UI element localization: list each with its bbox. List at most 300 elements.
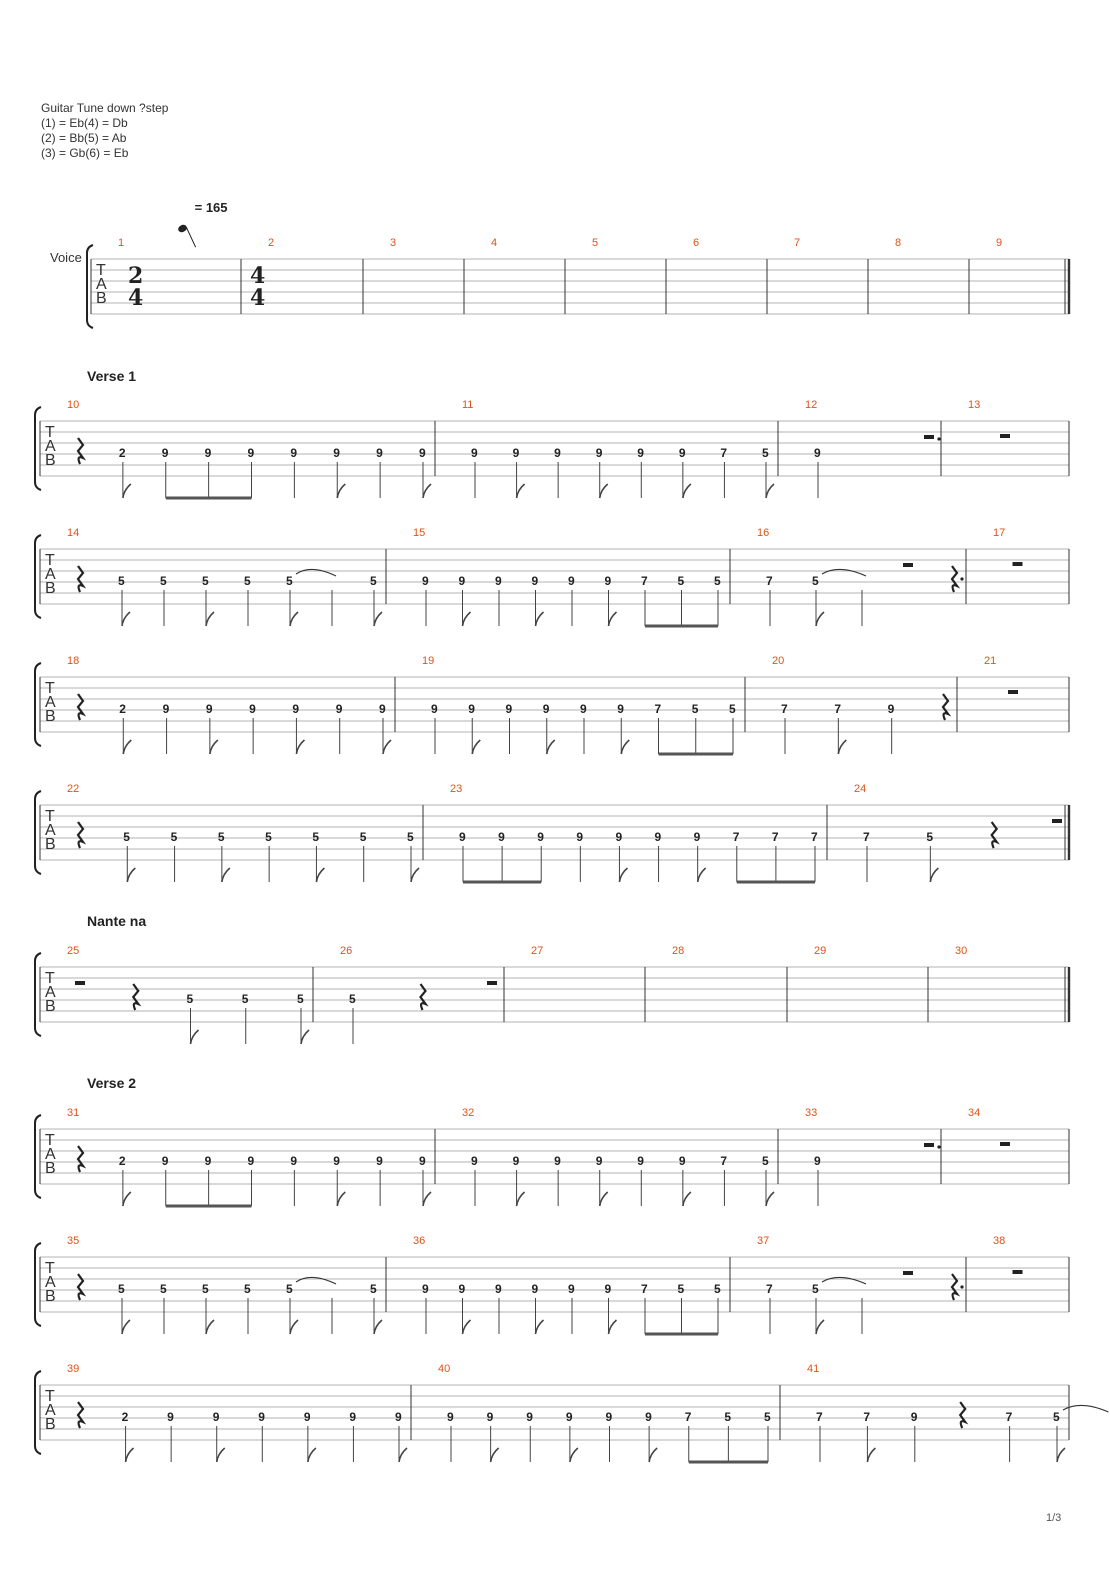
measure-number: 18 xyxy=(67,655,80,667)
measure-number: 9 xyxy=(996,237,1003,249)
quarter-rest-icon xyxy=(78,1402,83,1428)
measure-number: 13 xyxy=(968,399,981,411)
quarter-rest-icon xyxy=(952,1274,957,1300)
fret-number: 7 xyxy=(766,1282,773,1296)
eighth-flag xyxy=(619,868,627,882)
fret-number: 9 xyxy=(204,446,212,460)
tab-clef-letter: A xyxy=(45,984,56,1001)
quarter-rest-icon xyxy=(952,566,957,592)
fret-number: 9 xyxy=(565,1410,573,1424)
fret-number: 5 xyxy=(244,1282,251,1296)
measure-number: 4 xyxy=(491,237,498,249)
fret-number: 5 xyxy=(764,1410,771,1424)
eighth-flag xyxy=(491,1448,499,1462)
fret-number: 9 xyxy=(568,1282,575,1296)
fret-number: 7 xyxy=(654,702,662,716)
measure-number: 24 xyxy=(854,783,867,795)
fret-number: 9 xyxy=(162,702,170,716)
fret-number: 9 xyxy=(531,1282,539,1296)
fret-number: 9 xyxy=(595,1154,603,1168)
eighth-flag xyxy=(536,1320,544,1334)
fret-number: 9 xyxy=(205,702,213,716)
fret-number: 7 xyxy=(641,574,648,588)
measure-number: 27 xyxy=(531,945,544,957)
fret-number: 5 xyxy=(186,992,194,1006)
eighth-flag xyxy=(517,1192,525,1206)
fret-number: 7 xyxy=(811,830,818,844)
tab-clef-letter: A xyxy=(45,1402,56,1419)
measure-number: 31 xyxy=(67,1107,80,1119)
fret-number: 5 xyxy=(202,574,209,588)
staff-system xyxy=(35,399,1069,498)
tab-clef-letter: T xyxy=(45,1260,55,1277)
fret-number: 5 xyxy=(118,1282,125,1296)
measure-number: 37 xyxy=(757,1235,770,1247)
measure-number: 3 xyxy=(390,237,397,249)
measure-number: 29 xyxy=(814,945,827,957)
staff-system xyxy=(35,1107,1069,1206)
measure-number: 5 xyxy=(592,237,599,249)
half-rest-icon xyxy=(487,981,497,985)
tab-clef-letter: A xyxy=(45,694,56,711)
fret-number: 9 xyxy=(161,1154,169,1168)
eighth-flag xyxy=(609,1320,617,1334)
measure-number: 32 xyxy=(462,1107,475,1119)
eighth-flag xyxy=(337,484,345,498)
fret-number: 9 xyxy=(654,830,662,844)
fret-number: 9 xyxy=(678,446,686,460)
fret-number: 9 xyxy=(419,446,426,460)
tab-clef-letter: B xyxy=(45,836,56,853)
eighth-flag xyxy=(570,1448,578,1462)
eighth-flag xyxy=(296,740,304,754)
fret-number: 9 xyxy=(526,1410,533,1424)
measure-number: 39 xyxy=(67,1363,80,1375)
measure-number: 26 xyxy=(340,945,353,957)
fret-number: 9 xyxy=(333,1154,340,1168)
quarter-rest-icon xyxy=(78,438,83,464)
eighth-flag xyxy=(126,1448,134,1462)
fret-number: 2 xyxy=(118,446,126,460)
rest-dot xyxy=(960,1285,963,1288)
eighth-flag xyxy=(210,740,218,754)
section-label: Verse 2 xyxy=(87,1075,137,1091)
fret-number: 9 xyxy=(395,1410,402,1424)
measure-number: 33 xyxy=(805,1107,818,1119)
fret-number: 9 xyxy=(247,1154,255,1168)
fret-number: 9 xyxy=(568,574,575,588)
tab-clef-letter: A xyxy=(45,1146,56,1163)
fret-number: 5 xyxy=(1053,1410,1060,1424)
eighth-flag xyxy=(816,612,824,626)
section-label: Verse 1 xyxy=(87,368,137,384)
fret-number: 9 xyxy=(576,830,584,844)
fret-number: 9 xyxy=(379,702,386,716)
eighth-flag xyxy=(838,740,846,754)
eighth-flag xyxy=(698,868,706,882)
quarter-rest-icon xyxy=(78,1146,83,1172)
fret-number: 5 xyxy=(297,992,304,1006)
fret-number: 5 xyxy=(170,830,178,844)
fret-number: 9 xyxy=(604,574,612,588)
fret-number: 7 xyxy=(684,1410,692,1424)
fret-number: 9 xyxy=(459,830,466,844)
fret-number: 5 xyxy=(202,1282,209,1296)
measure-number: 35 xyxy=(67,1235,80,1247)
fret-number: 9 xyxy=(486,1410,494,1424)
eighth-flag xyxy=(463,612,471,626)
section-label: Nante na xyxy=(87,913,147,929)
fret-number: 9 xyxy=(335,702,343,716)
fret-number: 5 xyxy=(407,830,414,844)
tie-arc xyxy=(1063,1405,1108,1412)
fret-number: 9 xyxy=(249,702,256,716)
measure-number: 36 xyxy=(413,1235,426,1247)
fret-number: 9 xyxy=(693,830,701,844)
fret-number: 5 xyxy=(359,830,367,844)
fret-number: 9 xyxy=(637,446,644,460)
tab-clef-letter: T xyxy=(45,424,55,441)
quarter-rest-icon xyxy=(78,694,83,720)
fret-number: 9 xyxy=(292,702,300,716)
eighth-flag xyxy=(1057,1448,1065,1462)
tab-clef-letter: B xyxy=(45,998,56,1015)
measure-number: 40 xyxy=(438,1363,451,1375)
fret-number: 9 xyxy=(554,1154,561,1168)
fret-number: 9 xyxy=(512,1154,520,1168)
tab-clef-letter: T xyxy=(45,1388,55,1405)
measure-number: 34 xyxy=(968,1107,981,1119)
fret-number: 5 xyxy=(160,574,167,588)
fret-number: 9 xyxy=(422,1282,429,1296)
fret-number: 9 xyxy=(595,446,603,460)
tab-clef-letter: T xyxy=(45,808,55,825)
fret-number: 9 xyxy=(678,1154,686,1168)
fret-number: 9 xyxy=(247,446,255,460)
fret-number: 9 xyxy=(615,830,623,844)
eighth-flag xyxy=(609,612,617,626)
eighth-flag xyxy=(423,1192,431,1206)
fret-number: 9 xyxy=(258,1410,265,1424)
tab-clef-letter: T xyxy=(45,1132,55,1149)
eighth-flag xyxy=(683,484,691,498)
whole-rest-icon xyxy=(1000,434,1010,438)
fret-number: 5 xyxy=(714,1282,721,1296)
eighth-flag xyxy=(123,1192,131,1206)
fret-number: 5 xyxy=(926,830,934,844)
fret-number: 5 xyxy=(123,830,130,844)
eighth-flag xyxy=(472,740,480,754)
tab-clef-letter: A xyxy=(45,566,56,583)
tuning-row-2: (2) = Bb(5) = Ab xyxy=(41,131,127,145)
fret-number: 9 xyxy=(537,830,544,844)
measure-number: 6 xyxy=(693,237,700,249)
eighth-flag xyxy=(222,868,230,882)
measure-number: 17 xyxy=(993,527,1006,539)
eighth-flag xyxy=(600,1192,608,1206)
fret-number: 7 xyxy=(863,1410,871,1424)
whole-rest-icon xyxy=(1013,562,1023,566)
eighth-flag xyxy=(206,612,214,626)
whole-rest-icon xyxy=(1000,1142,1010,1146)
fret-number: 9 xyxy=(349,1410,357,1424)
tab-clef-letter: T xyxy=(45,552,55,569)
tab-clef-letter: B xyxy=(45,1160,56,1177)
eighth-flag xyxy=(290,1320,298,1334)
eighth-flag xyxy=(683,1192,691,1206)
measure-number: 19 xyxy=(422,655,435,667)
fret-number: 9 xyxy=(580,702,587,716)
measure-number: 7 xyxy=(794,237,801,249)
tuning-title: Guitar Tune down ?step xyxy=(41,101,169,115)
measure-number: 23 xyxy=(450,783,463,795)
whole-rest-icon xyxy=(1008,690,1018,694)
eighth-flag xyxy=(766,484,774,498)
quarter-rest-icon xyxy=(960,1402,965,1428)
tie-arc xyxy=(296,569,336,576)
tab-clef-letter: B xyxy=(96,290,107,307)
fret-number: 9 xyxy=(495,1282,502,1296)
eighth-flag xyxy=(867,1448,875,1462)
eighth-flag xyxy=(127,868,135,882)
rest-dot xyxy=(937,437,940,440)
fret-number: 9 xyxy=(505,702,513,716)
fret-number: 5 xyxy=(286,574,293,588)
staff-bracket xyxy=(87,245,93,328)
measure-number: 41 xyxy=(807,1363,820,1375)
half-rest-icon xyxy=(903,1271,913,1275)
eighth-flag xyxy=(191,1030,199,1044)
fret-number: 7 xyxy=(1005,1410,1013,1424)
fret-number: 5 xyxy=(762,446,769,460)
quarter-rest-icon xyxy=(992,822,997,848)
rest-dot xyxy=(960,577,963,580)
fret-number: 5 xyxy=(812,1282,819,1296)
eighth-flag xyxy=(766,1192,774,1206)
staff-system xyxy=(35,945,1069,1044)
fret-number: 9 xyxy=(542,702,550,716)
fret-number: 9 xyxy=(605,1410,613,1424)
measure-number: 14 xyxy=(67,527,80,539)
eighth-flag xyxy=(374,612,382,626)
fret-number: 9 xyxy=(290,1154,298,1168)
measure-number: 8 xyxy=(895,237,902,249)
fret-number: 9 xyxy=(910,1410,918,1424)
fret-number: 7 xyxy=(771,830,779,844)
eighth-flag xyxy=(547,740,555,754)
tab-clef-letter: B xyxy=(45,580,56,597)
rest-dot xyxy=(937,1145,940,1148)
eighth-flag xyxy=(316,868,324,882)
measure-number: 22 xyxy=(67,783,80,795)
fret-number: 5 xyxy=(286,1282,293,1296)
fret-number: 9 xyxy=(290,446,298,460)
fret-number: 9 xyxy=(531,574,539,588)
measure-number: 15 xyxy=(413,527,426,539)
tab-clef-letter: B xyxy=(45,1416,56,1433)
fret-number: 5 xyxy=(729,702,736,716)
tuning-row-1: (1) = Eb(4) = Db xyxy=(41,116,128,130)
fret-number: 5 xyxy=(241,992,249,1006)
staff-system xyxy=(35,783,1069,882)
tab-clef-letter: A xyxy=(45,1274,56,1291)
eighth-flag xyxy=(123,740,131,754)
page-number: 1/3 xyxy=(1046,1512,1062,1524)
fret-number: 9 xyxy=(431,702,438,716)
eighth-flag xyxy=(217,1448,225,1462)
fret-number: 5 xyxy=(714,574,721,588)
eighth-flag xyxy=(122,1320,130,1334)
measure-number: 11 xyxy=(462,399,474,411)
time-signature-bottom: 4 xyxy=(128,285,144,311)
whole-rest-icon xyxy=(1013,1270,1023,1274)
tie-arc xyxy=(822,1277,866,1284)
fret-number: 7 xyxy=(732,830,740,844)
fret-number: 5 xyxy=(691,702,699,716)
tempo-value: = 165 xyxy=(194,200,228,215)
measure-number: 12 xyxy=(805,399,818,411)
fret-number: 9 xyxy=(887,702,895,716)
fret-number: 5 xyxy=(724,1410,732,1424)
fret-number: 9 xyxy=(204,1154,212,1168)
fret-number: 9 xyxy=(447,1410,454,1424)
fret-number: 9 xyxy=(167,1410,174,1424)
fret-number: 7 xyxy=(720,446,728,460)
fret-number: 9 xyxy=(303,1410,311,1424)
measure-number: 38 xyxy=(993,1235,1006,1247)
tab-clef-letter: T xyxy=(45,970,55,987)
half-rest-icon xyxy=(903,563,913,567)
fret-number: 7 xyxy=(766,574,773,588)
eighth-flag xyxy=(621,740,629,754)
quarter-rest-icon xyxy=(78,1274,83,1300)
staff-system xyxy=(87,237,1069,328)
measure-number: 16 xyxy=(757,527,770,539)
half-rest-icon xyxy=(75,981,85,985)
fret-number: 9 xyxy=(468,702,475,716)
fret-number: 7 xyxy=(863,830,870,844)
fret-number: 5 xyxy=(762,1154,769,1168)
fret-number: 5 xyxy=(217,830,225,844)
fret-number: 5 xyxy=(312,830,320,844)
time-signature-top: 4 xyxy=(250,263,266,289)
measure-number: 30 xyxy=(955,945,968,957)
measure-number: 20 xyxy=(772,655,785,667)
fret-number: 9 xyxy=(495,574,502,588)
fret-number: 5 xyxy=(677,574,685,588)
tuning-row-3: (3) = Gb(6) = Eb xyxy=(41,146,129,160)
time-signature-top: 2 xyxy=(128,263,144,289)
tab-clef-letter: B xyxy=(45,708,56,725)
eighth-flag xyxy=(308,1448,316,1462)
eighth-flag xyxy=(517,484,525,498)
tab-clef-letter: B xyxy=(45,1288,56,1305)
fret-number: 9 xyxy=(512,446,520,460)
half-rest-icon xyxy=(924,435,934,439)
quarter-rest-icon xyxy=(133,984,138,1010)
eighth-flag xyxy=(122,612,130,626)
fret-number: 5 xyxy=(160,1282,167,1296)
eighth-flag xyxy=(411,868,419,882)
staff-system xyxy=(35,655,1069,754)
tab-clef-letter: B xyxy=(45,452,56,469)
fret-number: 5 xyxy=(370,574,377,588)
quarter-rest-icon xyxy=(421,984,426,1010)
fret-number: 5 xyxy=(370,1282,377,1296)
fret-number: 9 xyxy=(458,574,466,588)
tab-clef-letter: T xyxy=(45,680,55,697)
measure-number: 25 xyxy=(67,945,80,957)
quarter-rest-icon xyxy=(78,566,83,592)
eighth-flag xyxy=(290,612,298,626)
fret-number: 7 xyxy=(781,702,788,716)
fret-number: 5 xyxy=(677,1282,685,1296)
staff-system xyxy=(35,1363,1108,1462)
fret-number: 2 xyxy=(118,1154,126,1168)
fret-number: 5 xyxy=(244,574,251,588)
eighth-flag xyxy=(536,612,544,626)
tab-clef-letter: A xyxy=(45,822,56,839)
eighth-flag xyxy=(123,484,131,498)
fret-number: 9 xyxy=(333,446,340,460)
eighth-flag xyxy=(206,1320,214,1334)
measure-number: 10 xyxy=(67,399,80,411)
eighth-flag xyxy=(423,484,431,498)
eighth-flag xyxy=(600,484,608,498)
fret-number: 7 xyxy=(834,702,842,716)
fret-number: 7 xyxy=(720,1154,728,1168)
fret-number: 9 xyxy=(376,1154,383,1168)
fret-number: 2 xyxy=(121,1410,129,1424)
eighth-flag xyxy=(374,1320,382,1334)
tie-arc xyxy=(822,569,866,576)
time-signature-bottom: 4 xyxy=(250,285,266,311)
fret-number: 9 xyxy=(422,574,429,588)
fret-number: 9 xyxy=(554,446,561,460)
track-name: Voice xyxy=(50,250,82,265)
tab-clef-letter: A xyxy=(45,438,56,455)
fret-number: 9 xyxy=(637,1154,644,1168)
tab-clef-letter: T xyxy=(96,262,106,279)
measure-number: 28 xyxy=(672,945,685,957)
quarter-rest-icon xyxy=(943,694,948,720)
staff-system xyxy=(35,1235,1069,1334)
fret-number: 9 xyxy=(212,1410,220,1424)
fret-number: 9 xyxy=(471,446,478,460)
fret-number: 5 xyxy=(812,574,819,588)
fret-number: 9 xyxy=(471,1154,478,1168)
quarter-rest-icon xyxy=(78,822,83,848)
half-rest-icon xyxy=(924,1143,934,1147)
eighth-flag xyxy=(399,1448,407,1462)
fret-number: 7 xyxy=(641,1282,648,1296)
half-rest-icon xyxy=(1052,819,1062,823)
fret-number: 9 xyxy=(458,1282,466,1296)
fret-number: 9 xyxy=(814,1154,821,1168)
eighth-flag xyxy=(649,1448,657,1462)
measure-number: 1 xyxy=(118,237,125,249)
eighth-flag xyxy=(463,1320,471,1334)
eighth-flag xyxy=(930,868,938,882)
fret-number: 5 xyxy=(118,574,125,588)
fret-number: 9 xyxy=(161,446,169,460)
fret-number: 9 xyxy=(814,446,821,460)
eighth-flag xyxy=(337,1192,345,1206)
fret-number: 2 xyxy=(119,702,126,716)
fret-number: 9 xyxy=(498,830,505,844)
eighth-flag xyxy=(301,1030,309,1044)
fret-number: 9 xyxy=(645,1410,652,1424)
